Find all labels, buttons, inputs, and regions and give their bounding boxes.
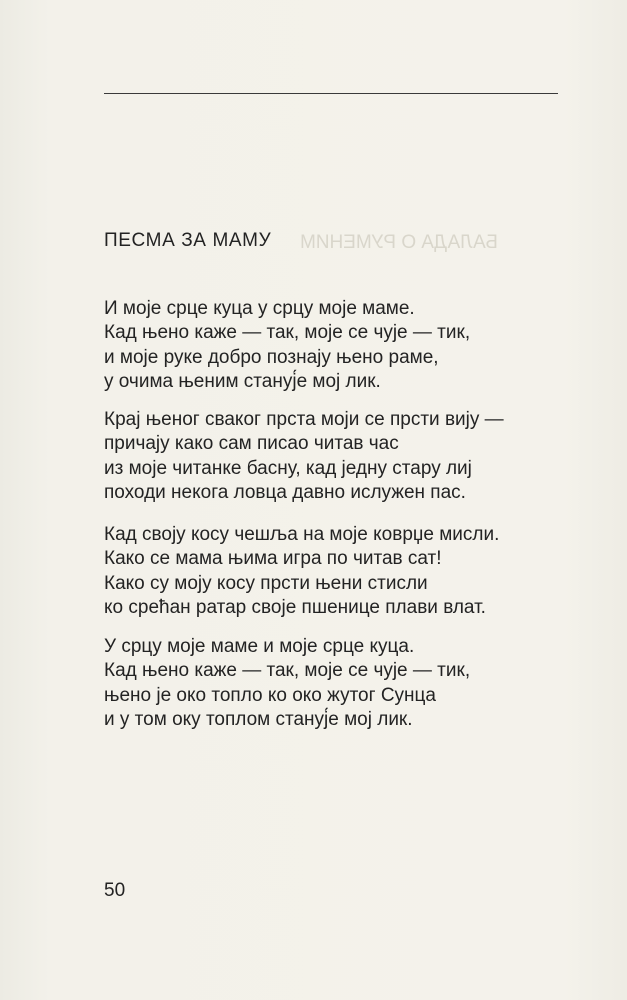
poem-line: у очима њеним стануј́е мој лик. xyxy=(104,370,381,392)
poem-line: из моје читанке басну, кад једну стару лиј xyxy=(104,457,472,479)
poem-line: походи некога ловца давно ислужен пас. xyxy=(104,481,466,503)
poem-line: Крај њеног сваког прста моји се прсти вију — xyxy=(104,409,504,430)
show-through-text: БАЛАДА О РУМЕНИМ xyxy=(300,232,498,253)
poem-line: ко срећан ратар своје пшенице плави влат. xyxy=(104,596,486,618)
stanza-4 xyxy=(104,635,574,732)
poem-line: Кад њено каже — так, моје се чује — тик, xyxy=(104,660,471,682)
stanza-1 xyxy=(104,297,574,394)
header-rule xyxy=(104,93,558,94)
poem-line: Кад своју косу чешља на моје коврџе мисли. xyxy=(104,524,500,545)
poem-line: њено је око топло ко око жутог Сунца xyxy=(104,684,436,706)
stanza-2 xyxy=(104,408,574,505)
page-number: 50 xyxy=(104,880,126,901)
poem-line: И моје срце куца у срцу моје маме. xyxy=(104,298,415,319)
poem-line: Како су моју косу прсти њени стисли xyxy=(104,572,428,594)
poem-line: Кад њено каже — так, моје се чује — тик, xyxy=(104,322,471,344)
poem-line: У срцу моје маме и моје срце куца. xyxy=(104,636,415,657)
poem-line: и у том оку топлом стануј́е мој лик. xyxy=(104,708,413,730)
poem-line: Како се мама њима игра по читав сат! xyxy=(104,548,442,570)
poem-title: ПЕСМА ЗА МАМУ xyxy=(104,230,272,251)
poem-line: причају како сам писао читав час xyxy=(104,433,399,455)
stanza-3 xyxy=(104,523,574,620)
poem-line: и моје руке добро познају њено раме, xyxy=(104,346,439,368)
